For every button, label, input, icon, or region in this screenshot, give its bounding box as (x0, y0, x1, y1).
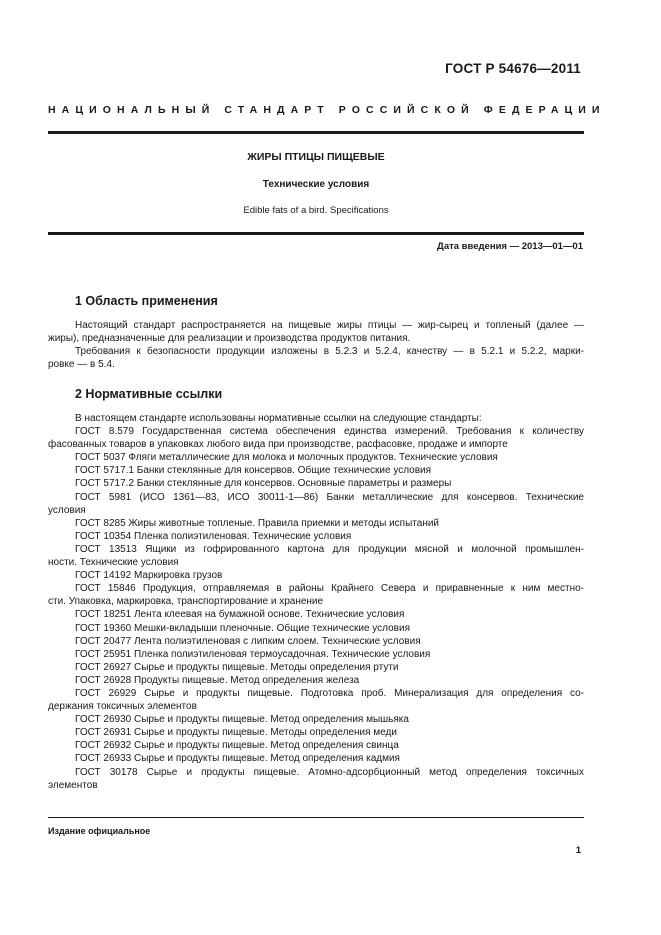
text-line: ГОСТ 26930 Сырье и продукты пищевые. Метод определения мышьяка (75, 714, 409, 726)
text-line: ровке — в 5.4. (48, 359, 115, 371)
introduction-date: Дата введения — 2013—01—01 (437, 241, 583, 252)
section-2-body (48, 412, 584, 792)
text-line: Настоящий стандарт распространяется на пищевые жиры птицы — жир-сырец и топленый (далее — (75, 320, 584, 331)
header-rule (48, 131, 584, 134)
text-line: сти. Упаковка, маркировка, транспортирование и хранение (48, 596, 324, 608)
text-line: ГОСТ 18251 Лента клеевая на бумажной основе. Технические условия (75, 609, 405, 621)
text-line: ГОСТ 26929 Сырье и продукты пищевые. Подготовка проб. Минерализация для определения со- (75, 687, 584, 699)
text-line: ГОСТ 8.579 Государственная система обеспечения единства измерений. Требования к количеству (75, 426, 584, 438)
text-line: ГОСТ 15846 Продукция, отправляемая в районы Крайнего Севера и приравненные к ним местно- (75, 583, 584, 595)
text-line: ГОСТ 26932 Сырье и продукты пищевые. Метод определения свинца (75, 740, 399, 752)
section-1-body (48, 319, 584, 371)
text-line: ГОСТ 10354 Пленка полиэтиленовая. Технические условия (75, 530, 352, 542)
section-2-heading: 2 Нормативные ссылки (75, 387, 223, 401)
text-line: ГОСТ 20477 Лента полиэтиленовая с липким слоем. Технические условия (75, 635, 421, 647)
page-number: 1 (575, 845, 581, 856)
text-line: ности. Технические условия (48, 557, 179, 569)
text-line: ГОСТ 25951 Пленка полиэтиленовая термоусадочная. Технические условия (75, 648, 431, 660)
text-line: ГОСТ 5037 Фляги металлические для молока и молочных продуктов. Технические условия (75, 452, 498, 464)
text-line: ГОСТ 5981 (ИСО 1361—83, ИСО 30011-1—86) Банки металлические для консервов. Технические (75, 491, 584, 503)
footer-rule (48, 817, 584, 818)
english-title: Edible fats of a bird. Specifications (243, 205, 389, 216)
title-rule (48, 232, 584, 235)
official-edition-label: Издание официальное (48, 826, 151, 836)
text-line: ГОСТ 8285 Жиры животные топленые. Правила приемки и методы испытаний (75, 517, 440, 529)
document-title: ЖИРЫ ПТИЦЫ ПИЩЕВЫЕ (247, 151, 385, 163)
text-line: элементов (48, 779, 98, 791)
text-line: ГОСТ 30178 Сырье и продукты пищевые. Атомно-адсорбционный метод определения токсичных (75, 766, 584, 778)
text-line: ГОСТ 5717.2 Банки стеклянные для консервов. Основные параметры и размеры (75, 478, 452, 490)
text-line: условия (48, 504, 86, 516)
national-standard-banner: НАЦИОНАЛЬНЫЙ СТАНДАРТ РОССИЙСКОЙ ФЕДЕРАЦИИ (48, 104, 606, 116)
text-line: ГОСТ 5717.1 Банки стеклянные для консервов. Общие технические условия (75, 465, 432, 477)
document-subtitle: Технические условия (262, 179, 370, 190)
text-line: ГОСТ 19360 Мешки-вкладыши пленочные. Общие технические условия (75, 622, 410, 634)
standard-number: ГОСТ Р 54676—2011 (445, 61, 581, 76)
text-line: Требования к безопасности продукции изложены в 5.2.3 и 5.2.4, качеству — в 5.2.1 и 5.2.2, марки- (75, 346, 584, 358)
text-line: ГОСТ 26927 Сырье и продукты пищевые. Методы определения ртути (75, 661, 399, 673)
text-line: держания токсичных элементов (48, 701, 197, 713)
text-line: фасованных товаров в упаковках любого вида при производстве, расфасовке, продаже и импорте (48, 439, 508, 451)
text-line: ГОСТ 26928 Продукты пищевые. Метод определения железа (75, 674, 360, 686)
text-line: ГОСТ 14192 Маркировка грузов (75, 570, 223, 582)
text-line: ГОСТ 13513 Ящики из гофрированного картона для продукции мясной и молочной промышлен- (75, 543, 584, 555)
text-line: ГОСТ 26931 Сырье и продукты пищевые. Методы определения меди (75, 727, 397, 739)
section-1-heading: 1 Область применения (75, 294, 218, 308)
text-line: ГОСТ 26933 Сырье и продукты пищевые. Метод определения кадмия (75, 753, 400, 765)
text-line: жиры), предназначенные для реализации и производства продуктов питания. (48, 333, 411, 345)
text-line: В настоящем стандарте использованы нормативные ссылки на следующие стандарты: (75, 413, 482, 424)
